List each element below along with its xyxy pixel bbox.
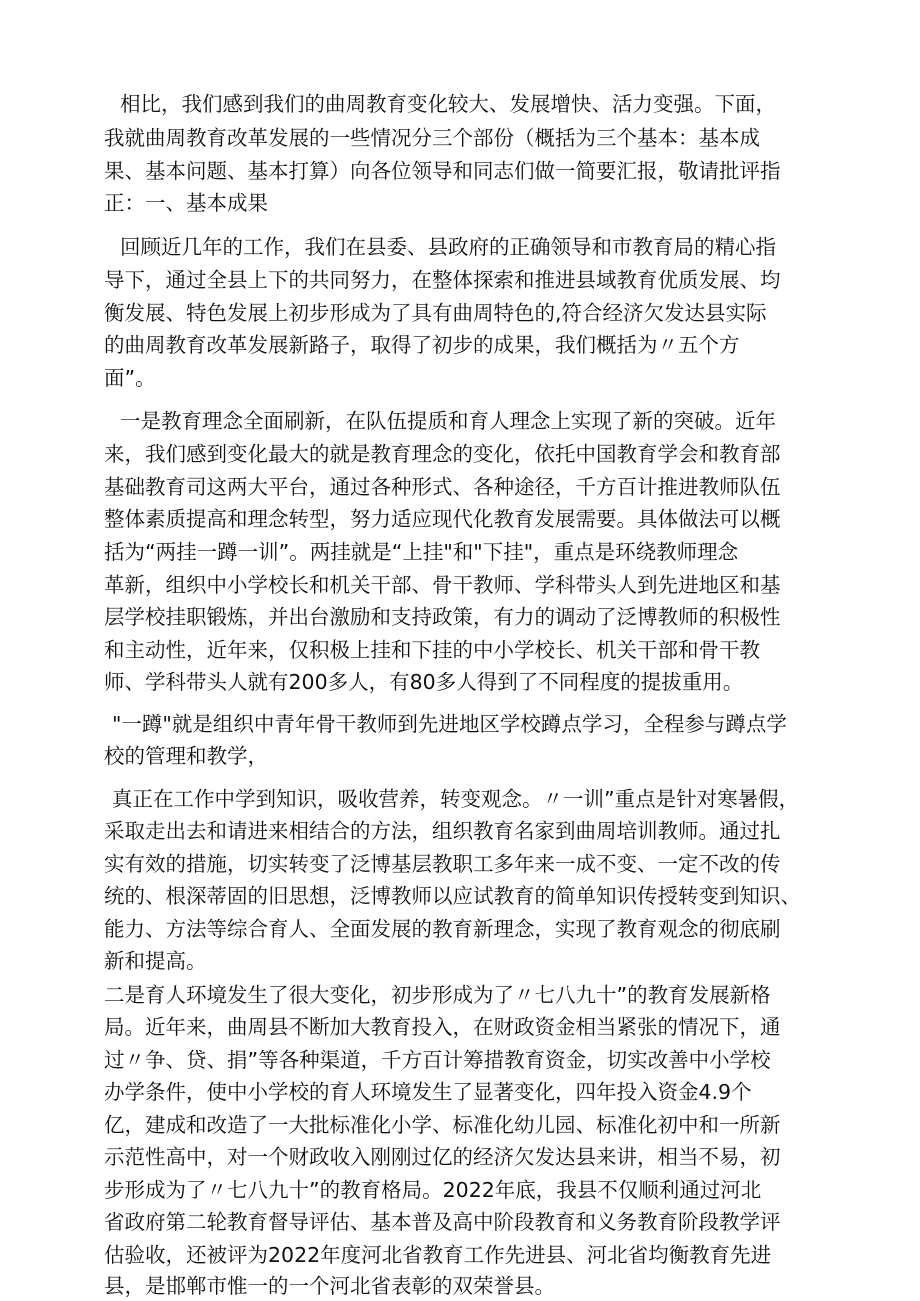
text-line: 面”。 xyxy=(104,366,156,390)
text-line: 果、基本问题、基本打算）向各位领导和同志们做一简要汇报，敬请批评指 xyxy=(104,159,781,183)
text-line: 真正在工作中学到知识，吸收营养，转变观念。〃一训”重点是针对寒暑假， xyxy=(112,787,800,811)
text-line: 实有效的措施，切实转变了泛博基层教职工多年来一成不变、一定不改的传 xyxy=(104,852,781,876)
text-line: 示范性高中，对一个财政收入刚刚过亿的经济欠发达县来讲，相当不易，初 xyxy=(104,1145,781,1169)
text-line: 层学校挂职锻炼，并出台激励和支持政策，有力的调动了泛博教师的积极性 xyxy=(104,605,781,629)
text-line: 估验收，还被评为2022年度河北省教育工作先进县、河北省均衡教育先进 xyxy=(104,1243,772,1267)
text-line: 亿，建成和改造了一大批标准化小学、标准化幼儿园、标准化初中和一所新 xyxy=(104,1113,781,1137)
text-line: 衡发展、特色发展上初步形成为了具有曲周特色的,符合经济欠发达县实际 xyxy=(104,301,767,325)
text-line: 省政府第二轮教育督导评估、基本普及高中阶段教育和义务教育阶段教学评 xyxy=(104,1210,781,1234)
text-line: 步形成为了〃七八九十”的教育格局。2022年底，我县不仅顺利通过河北 xyxy=(104,1178,762,1202)
text-line: 正：一、基本成果 xyxy=(104,191,268,215)
text-line: 整体素质提高和理念转型，努力适应现代化教育发展需要。具体做法可以概 xyxy=(104,507,781,531)
text-line: 过〃争、贷、捐”等各种渠道，千方百计筹措教育资金，切实改善中小学校 xyxy=(104,1048,771,1072)
text-line: 括为“两挂一蹲一训”。两挂就是“上挂"和"下挂"，重点是环绕教师理念 xyxy=(104,540,739,564)
text-line: 新和提高。 xyxy=(104,949,207,973)
text-line: "一蹲"就是组织中青年骨干教师到先进地区学校蹲点学习，全程参与蹲点学 xyxy=(112,712,787,736)
text-line: 局。近年来，曲周县不断加大教育投入，在财政资金相当紧张的情况下，通 xyxy=(104,1015,781,1039)
text-line: 统的、根深蒂固的旧思想，泛博教师以应试教育的简单知识传授转变到知识、 xyxy=(104,884,801,908)
text-line: 能力、方法等综合育人、全面发展的教育新理念，实现了教育观念的彻底刷 xyxy=(104,917,781,941)
text-line: 采取走出去和请进来相结合的方法，组织教育名家到曲周培训教师。通过扎 xyxy=(104,819,781,843)
text-line: 师、学科带头人就有200多人，有80多人得到了不同程度的提拔重用。 xyxy=(104,670,744,694)
text-line: 校的管理和教学， xyxy=(104,744,268,768)
text-line: 县，是邯郸市惟一的一个河北省表彰的双荣誉县。 xyxy=(104,1274,555,1298)
text-line: 二是育人环境发生了很大变化，初步形成为了〃七八九十”的教育发展新格 xyxy=(104,983,771,1007)
text-line: 基础教育司这两大平台，通过各种形式、各种途径，千方百计推进教师队伍 xyxy=(104,475,781,499)
text-line: 办学条件，使中小学校的育人环境发生了显著变化，四年投入资金4.9个 xyxy=(104,1080,752,1104)
text-line: 一是教育理念全面刷新，在队伍提质和育人理念上实现了新的突破。近年 xyxy=(120,409,776,433)
text-line: 我就曲周教育改革发展的一些情况分三个部份（概括为三个基本：基本成 xyxy=(104,126,760,150)
text-line: 革新，组织中小学校长和机关干部、骨干教师、学科带头人到先进地区和基 xyxy=(104,573,781,597)
text-line: 导下，通过全县上下的共同努力，在整体探索和推进县域教育优质发展、均 xyxy=(104,268,781,292)
text-line: 相比，我们感到我们的曲周教育变化较大、发展增快、活力变强。下面， xyxy=(120,92,776,116)
text-line: 来，我们感到变化最大的就是教育理念的变化，依托中国教育学会和教育部 xyxy=(104,442,781,466)
text-line: 和主动性，近年来，仅积极上挂和下挂的中小学校长、机关干部和骨干教 xyxy=(104,638,760,662)
text-line: 回顾近几年的工作，我们在县委、县政府的正确领导和市教育局的精心指 xyxy=(120,235,776,259)
text-line: 的曲周教育改革发展新路子，取得了初步的成果，我们概括为〃五个方 xyxy=(104,333,740,357)
